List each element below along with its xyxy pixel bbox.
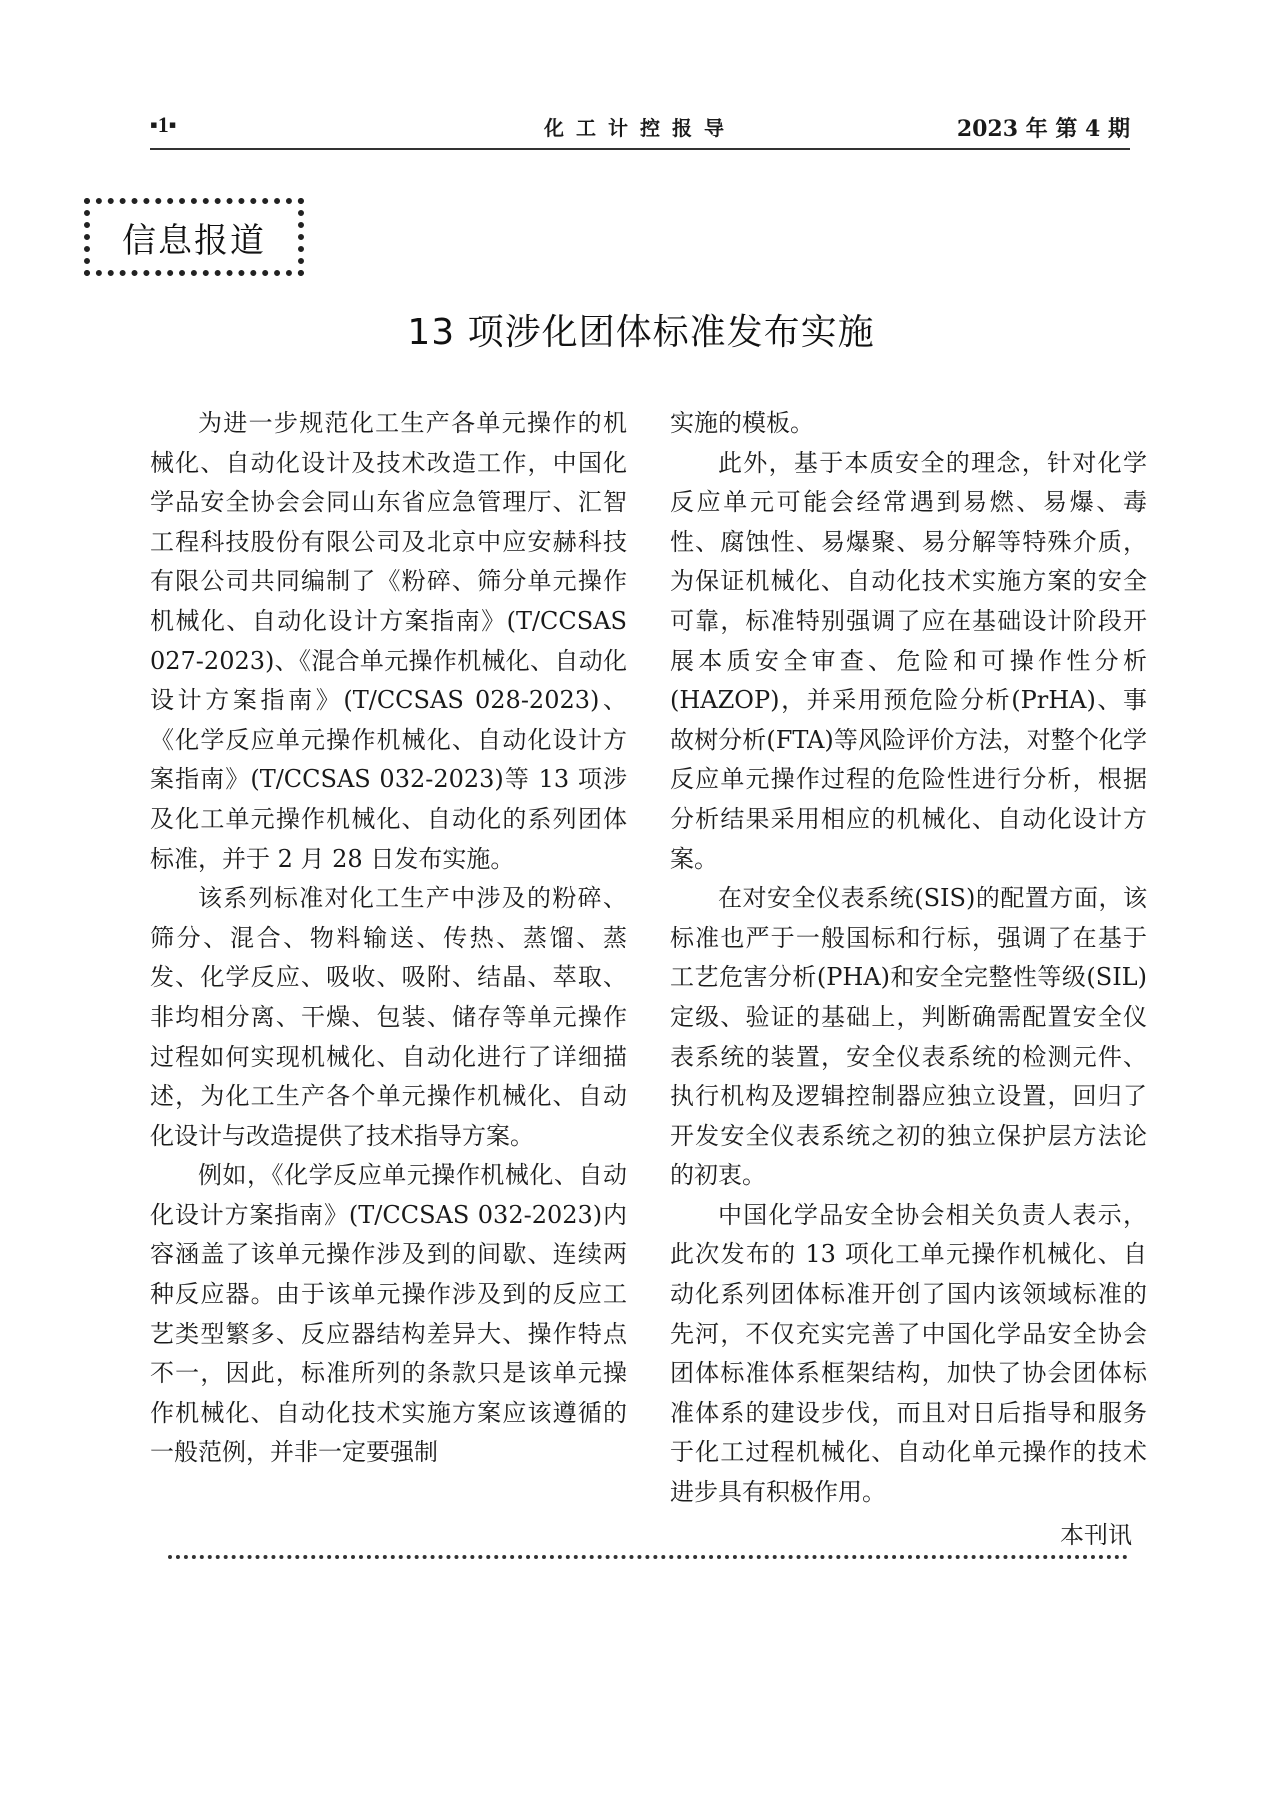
journal-name: 化工计控报导 — [544, 116, 736, 140]
dotted-end-rule — [168, 1555, 1128, 1559]
left-column — [150, 404, 627, 1473]
paragraph: 中国化学品安全协会相关负责人表示，此次发布的 13 项化工单元操作机械化、自动化系列团体标准开创了国内该领域标准的先河，不仅充实完善了中国化学品安全协会团体标准体系框架结构，加快了协会团体标准体系的建设步伐，而且对日后指导和服务于化工过程机械化、自动化单元操作的技术进步具有积极作用。 — [670, 1200, 1147, 1507]
paragraph: 该系列标准对化工生产中涉及的粉碎、筛分、混合、物料输送、传热、蒸馏、蒸发、化学反应、吸收、吸附、结晶、萃取、非均相分离、干燥、包装、储存等单元操作过程如何实现机械化、自动化进行了详细描述，为化工生产各个单元操作机械化、自动化设计与改造提供了技术指导方案。 — [150, 884, 627, 1150]
running-header — [150, 108, 1130, 150]
article-title: 13 项涉化团体标准发布实施 — [407, 312, 875, 353]
paragraph-continuation: 实施的模板。 — [670, 409, 814, 437]
paragraph: 为进一步规范化工生产各单元操作的机械化、自动化设计及技术改造工作，中国化学品安全协会会同山东省应急管理厅、汇智工程科技股份有限公司及北京中应安赫科技有限公司共同编制了《粉碎、筛分单元操作机械化、自动化设计方案指南》(T/CCSAS 027-2023)、《混合单元操作机械化、自动化设计方案指南》(T/CCSAS 028-2023)、《化学反应单元操作机械化、自动化设计方案指南》(T/CCSAS 032-2023)等 13 项涉及化工单元操作机械化、自动化的系列团体标准，并于 2 月 28 日发布实施。 — [150, 409, 627, 873]
page-number: ▪1▪ — [150, 112, 177, 137]
right-column — [670, 404, 1147, 1513]
section-label: 信息报道 — [122, 220, 266, 261]
issue-label: 2023 年 第 4 期 — [956, 116, 1130, 142]
paragraph: 在对安全仪表系统(SIS)的配置方面，该标准也严于一般国标和行标，强调了在基于工艺危害分析(PHA)和安全完整性等级(SIL)定级、验证的基础上，判断确需配置安全仪表系统的装置，安全仪表系统的检测元件、执行机构及逻辑控制器应独立设置，回归了开发安全仪表系统之初的独立保护层方法论的初衷。 — [670, 884, 1147, 1190]
byline: 本刊讯 — [1060, 1521, 1132, 1549]
paragraph: 此外，基于本质安全的理念，针对化学反应单元可能会经常遇到易燃、易爆、毒性、腐蚀性、易爆聚、易分解等特殊介质，为保证机械化、自动化技术实施方案的安全可靠，标准特别强调了应在基础设计阶段开展本质安全审查、危险和可操作性分析(HAZOP)，并采用预危险分析(PrHA)、事故树分析(FTA)等风险评价方法，对整个化学反应单元操作过程的危险性进行分析，根据分析结果采用相应的机械化、自动化设计方案。 — [670, 448, 1147, 873]
section-label-box — [84, 198, 304, 276]
paragraph: 例如，《化学反应单元操作机械化、自动化设计方案指南》(T/CCSAS 032-2023)内容涵盖了该单元操作涉及到的间歇、连续两种反应器。由于该单元操作涉及到的反应工艺类型繁多、反应器结构差异大、操作特点不一，因此，标准所列的条款只是该单元操作机械化、自动化技术实施方案应该遵循的一般范例，并非一定要强制 — [150, 1161, 627, 1467]
